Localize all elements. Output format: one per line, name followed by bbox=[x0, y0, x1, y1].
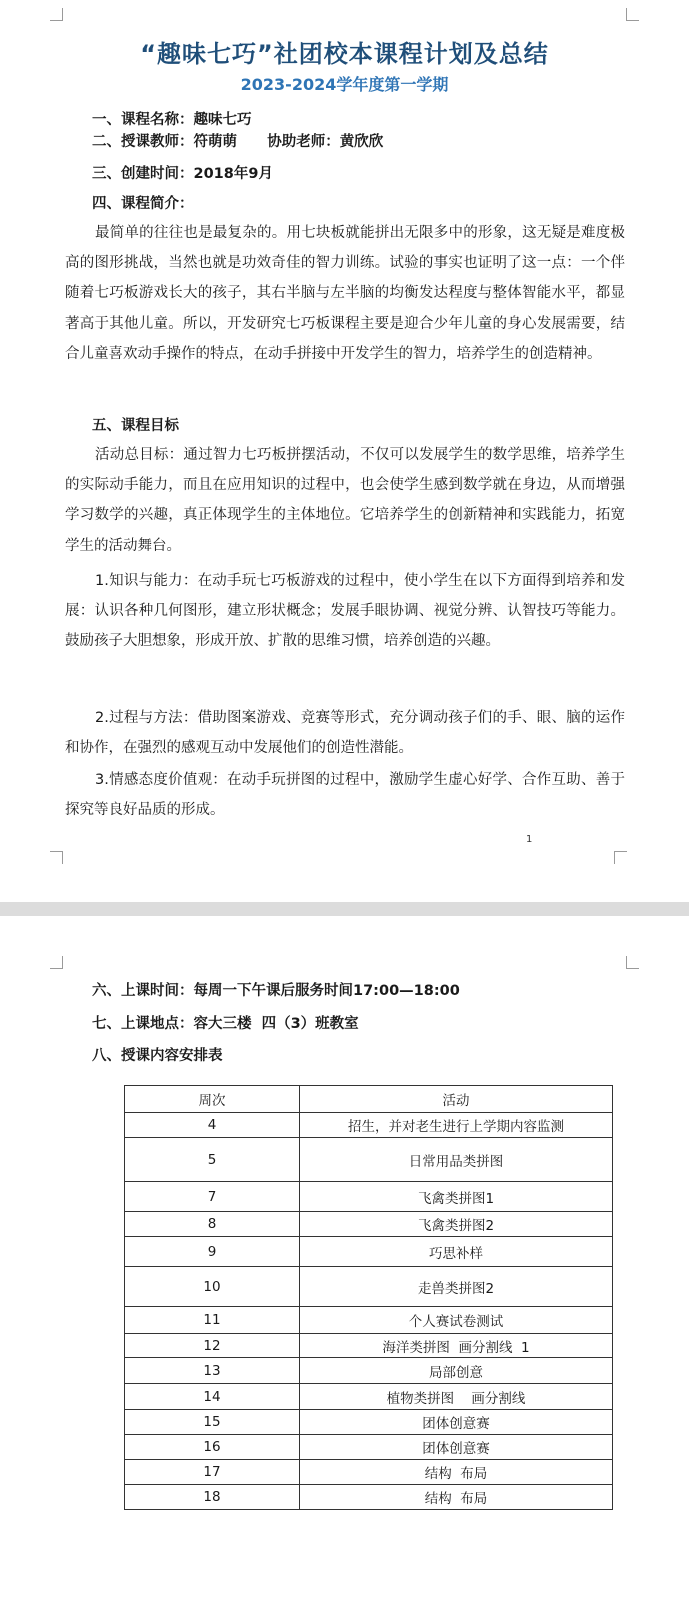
schedule-heading: 八、授课内容安排表 bbox=[92, 1048, 223, 1064]
page-corner-mark bbox=[50, 8, 63, 21]
page-corner-mark bbox=[50, 851, 63, 864]
column-header-activity: 活动 bbox=[300, 1086, 613, 1113]
table-header-row bbox=[125, 1086, 613, 1113]
activity-cell: 巧思补样 bbox=[300, 1237, 613, 1267]
activity-cell: 飞禽类拼图1 bbox=[300, 1182, 613, 1212]
table-row bbox=[125, 1384, 613, 1410]
table-row bbox=[125, 1307, 613, 1334]
page-corner-mark bbox=[626, 956, 639, 969]
activity-cell: 走兽类拼图2 bbox=[300, 1267, 613, 1307]
class-place-line: 七、上课地点：容大三楼 四（3）班教室 bbox=[92, 1016, 359, 1032]
activity-cell: 招生，并对老生进行上学期内容监测 bbox=[300, 1113, 613, 1138]
activity-cell: 结构 布局 bbox=[300, 1485, 613, 1510]
intro-paragraph: 最简单的往往也是最复杂的。用七块板就能拼出无限多中的形象，这无疑是难度极高的图形挑战，当然也就是功效奇佳的智力训练。试验的事实也证明了这一点：一个伴随着七巧板游戏长大的孩子，其右半脑与左半脑的均衡发达程度与整体智能水平，都显著高于其他儿童。所以，开发研究七巧板课程主要是迎合少年儿童的身心发展需要，结合儿童喜欢动手操作的特点，在动手拼接中开发学生的智力，培养学生的创造精神。 bbox=[65, 225, 625, 362]
week-cell: 18 bbox=[125, 1485, 300, 1510]
column-header-week: 周次 bbox=[125, 1086, 300, 1113]
week-cell: 10 bbox=[125, 1267, 300, 1307]
table-row bbox=[125, 1113, 613, 1138]
created-time-line: 三、创建时间：2018年9月 bbox=[92, 166, 273, 182]
activity-cell: 结构 布局 bbox=[300, 1460, 613, 1485]
week-cell: 15 bbox=[125, 1410, 300, 1435]
document-subtitle: 2023-2024学年度第一学期 bbox=[240, 75, 449, 94]
table-row bbox=[125, 1410, 613, 1435]
table-row bbox=[125, 1334, 613, 1358]
week-cell: 17 bbox=[125, 1460, 300, 1485]
intro-heading: 四、课程简介： bbox=[92, 196, 194, 212]
week-cell: 4 bbox=[125, 1113, 300, 1138]
activity-cell: 日常用品类拼图 bbox=[300, 1138, 613, 1182]
schedule-table bbox=[124, 1085, 613, 1510]
week-cell: 16 bbox=[125, 1435, 300, 1460]
class-time-line: 六、上课时间：每周一下午课后服务时间17:00—18:00 bbox=[92, 983, 460, 999]
page-corner-mark bbox=[614, 851, 627, 864]
goal-2-paragraph: 2.过程与方法：借助图案游戏、竞赛等形式，充分调动孩子们的手、眼、脑的运作和协作，在强烈的感观互动中发展他们的创造性潜能。 bbox=[65, 710, 625, 757]
activity-cell: 局部创意 bbox=[300, 1358, 613, 1384]
page-corner-mark bbox=[50, 956, 63, 969]
page-corner-mark bbox=[626, 8, 639, 21]
activity-cell: 植物类拼图 画分割线 bbox=[300, 1384, 613, 1410]
goals-heading: 五、课程目标 bbox=[92, 418, 179, 434]
week-cell: 7 bbox=[125, 1182, 300, 1212]
table-row bbox=[125, 1182, 613, 1212]
activity-cell: 团体创意赛 bbox=[300, 1435, 613, 1460]
document-title: “趣味七巧”社团校本课程计划及总结 bbox=[140, 40, 549, 68]
week-cell: 11 bbox=[125, 1307, 300, 1334]
table-row bbox=[125, 1485, 613, 1510]
table-row bbox=[125, 1212, 613, 1237]
week-cell: 9 bbox=[125, 1237, 300, 1267]
activity-cell: 海洋类拼图 画分割线 1 bbox=[300, 1334, 613, 1358]
table-row bbox=[125, 1460, 613, 1485]
table-row bbox=[125, 1435, 613, 1460]
week-cell: 12 bbox=[125, 1334, 300, 1358]
week-cell: 14 bbox=[125, 1384, 300, 1410]
table-row bbox=[125, 1237, 613, 1267]
goal-overall-paragraph: 活动总目标：通过智力七巧板拼摆活动，不仅可以发展学生的数学思维，培养学生的实际动手能力，而且在应用知识的过程中，也会使学生感到数学就在身边，从而增强学习数学的兴趣，真正体现学生的主体地位。它培养学生的创新精神和实践能力，拓宽学生的活动舞台。 bbox=[65, 447, 625, 554]
table-row bbox=[125, 1267, 613, 1307]
page-number: 1 bbox=[526, 834, 533, 845]
page-separator bbox=[0, 902, 689, 916]
teacher-line: 二、授课教师：符萌萌 协助老师：黄欣欣 bbox=[92, 134, 384, 150]
goal-3-paragraph: 3.情感态度价值观：在动手玩拼图的过程中，激励学生虚心好学、合作互助、善于探究等良好品质的形成。 bbox=[65, 772, 625, 819]
activity-cell: 团体创意赛 bbox=[300, 1410, 613, 1435]
week-cell: 5 bbox=[125, 1138, 300, 1182]
table-row bbox=[125, 1138, 613, 1182]
goal-1-paragraph: 1.知识与能力：在动手玩七巧板游戏的过程中，使小学生在以下方面得到培养和发展：认识各种几何图形，建立形状概念；发展手眼协调、视觉分辨、认智技巧等能力。鼓励孩子大胆想象，形成开放、扩散的思维习惯，培养创造的兴趣。 bbox=[65, 573, 625, 650]
week-cell: 8 bbox=[125, 1212, 300, 1237]
activity-cell: 飞禽类拼图2 bbox=[300, 1212, 613, 1237]
table-row bbox=[125, 1358, 613, 1384]
course-name-line: 一、课程名称：趣味七巧 bbox=[92, 112, 252, 128]
week-cell: 13 bbox=[125, 1358, 300, 1384]
activity-cell: 个人赛试卷测试 bbox=[300, 1307, 613, 1334]
